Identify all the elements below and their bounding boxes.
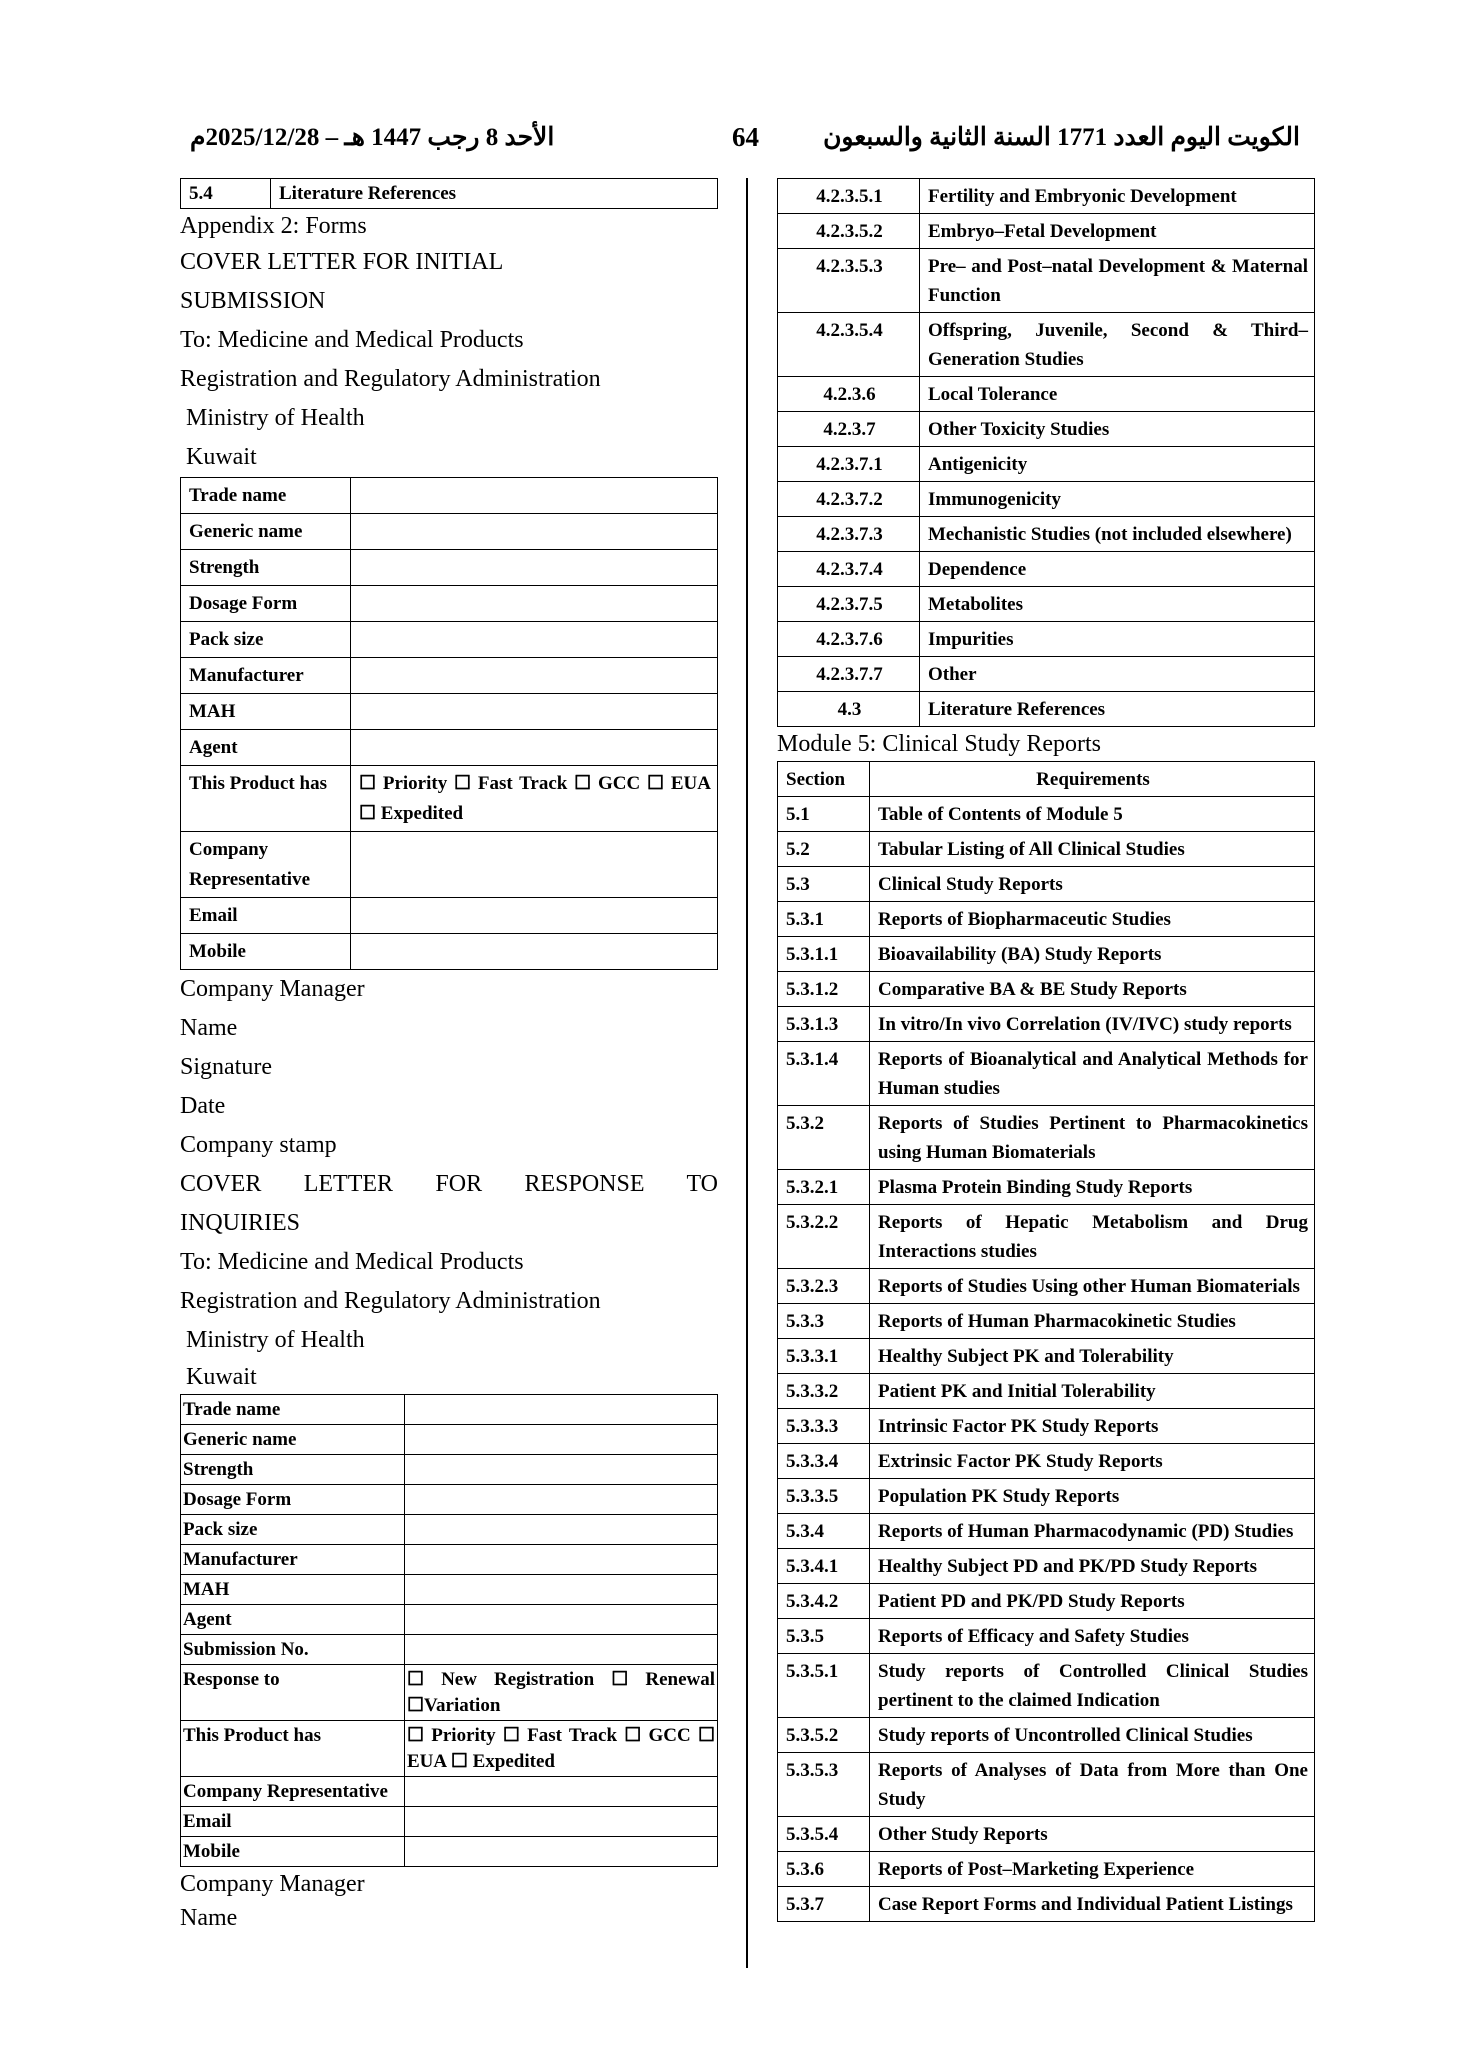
table-row (778, 552, 1315, 587)
table-row (181, 1777, 718, 1807)
right-column (777, 178, 1315, 1922)
form-field-value (351, 658, 718, 694)
form-field-value (351, 478, 718, 514)
table-row (778, 1619, 1315, 1654)
letter1-date: Date (180, 1093, 226, 1119)
table-row (181, 1395, 718, 1425)
section-title: Immunogenicity (920, 482, 1315, 517)
form-field-label: Strength (181, 550, 351, 586)
column-divider (746, 178, 748, 1968)
form-field-label: Submission No. (181, 1635, 405, 1665)
literature-row-table (180, 178, 718, 209)
section-number: 5.3.5.3 (778, 1753, 870, 1817)
table-row (778, 972, 1315, 1007)
table-row (181, 622, 718, 658)
table-row (778, 1374, 1315, 1409)
section-title: Study reports of Uncontrolled Clinical Studies (870, 1718, 1315, 1753)
section-title: Patient PK and Initial Tolerability (870, 1374, 1315, 1409)
letter1-to-line1: To: Medicine and Medical Products (180, 327, 524, 353)
module4-table (777, 178, 1315, 727)
table-row (181, 550, 718, 586)
table-row (181, 586, 718, 622)
table-row (778, 1549, 1315, 1584)
section-title: Pre– and Post–natal Development & Maternal Function (920, 249, 1315, 313)
section-number: 5.3.3.1 (778, 1339, 870, 1374)
section-number: 4.2.3.7.4 (778, 552, 920, 587)
table-row (181, 478, 718, 514)
form-field-label: Mobile (181, 934, 351, 970)
section-number: 5.3.3.5 (778, 1479, 870, 1514)
form-field-label: This Product has (181, 766, 351, 832)
left-column (180, 178, 718, 1935)
table-row (181, 1665, 718, 1721)
section-title: Reports of Analyses of Data from More than One Study (870, 1753, 1315, 1817)
table-row (778, 692, 1315, 727)
section-number: 4.2.3.6 (778, 377, 920, 412)
section-number: 5.3.3 (778, 1304, 870, 1339)
section-title: Antigenicity (920, 447, 1315, 482)
form-field-value (405, 1395, 718, 1425)
form-field-label: Pack size (181, 1515, 405, 1545)
header-date: الأحد 8 رجب 1447 هـ – 2025/12/28م (190, 124, 555, 151)
table-row (778, 377, 1315, 412)
table-row (181, 934, 718, 970)
section-number: 4.3 (778, 692, 920, 727)
section-number: 5.3.4.1 (778, 1549, 870, 1584)
section-number: 4.2.3.7.6 (778, 622, 920, 657)
section-number: 5.3.2 (778, 1106, 870, 1170)
table-row (778, 412, 1315, 447)
appendix-title: Appendix 2: Forms (180, 213, 367, 239)
table-row (778, 1269, 1315, 1304)
letter1-signature: Signature (180, 1054, 272, 1080)
table-row (181, 1515, 718, 1545)
section-number: 4.2.3.5.4 (778, 313, 920, 377)
letter2-to-line1: To: Medicine and Medical Products (180, 1249, 524, 1275)
table-row (778, 1042, 1315, 1106)
form-field-label: Trade name (181, 478, 351, 514)
table-row (778, 179, 1315, 214)
form-field-label: Email (181, 1807, 405, 1837)
form-field-label: Generic name (181, 1425, 405, 1455)
form-field-label: Manufacturer (181, 658, 351, 694)
row-label: Literature References (271, 179, 718, 209)
table-row (778, 867, 1315, 902)
form-field-label: Dosage Form (181, 586, 351, 622)
form-field-value (351, 730, 718, 766)
letter2-title-line2: INQUIRIES (180, 1210, 300, 1236)
form-field-label: Pack size (181, 622, 351, 658)
table-row (778, 1170, 1315, 1205)
section-title: Extrinsic Factor PK Study Reports (870, 1444, 1315, 1479)
section-title: Reports of Bioanalytical and Analytical Methods for Human studies (870, 1042, 1315, 1106)
letter2-ministry: Ministry of Health (186, 1327, 365, 1353)
table-row (778, 482, 1315, 517)
table-row (181, 1807, 718, 1837)
section-title: Reports of Studies Using other Human Biomaterials (870, 1269, 1315, 1304)
section-title: Impurities (920, 622, 1315, 657)
form-field-label: MAH (181, 694, 351, 730)
section-title: Fertility and Embryonic Development (920, 179, 1315, 214)
section-header: Section (778, 762, 870, 797)
table-row (778, 1339, 1315, 1374)
section-number: 4.2.3.5.3 (778, 249, 920, 313)
form-field-value (405, 1777, 718, 1807)
section-title: Dependence (920, 552, 1315, 587)
section-title: Population PK Study Reports (870, 1479, 1315, 1514)
section-number: 5.3.3.4 (778, 1444, 870, 1479)
form-field-label: This Product has (181, 1721, 405, 1777)
section-number: 4.2.3.7 (778, 412, 920, 447)
section-title: Bioavailability (BA) Study Reports (870, 937, 1315, 972)
form-field-label: Dosage Form (181, 1485, 405, 1515)
table-row (181, 730, 718, 766)
section-number: 5.1 (778, 797, 870, 832)
form-field-value (405, 1635, 718, 1665)
table-row (181, 658, 718, 694)
response-inquiries-form-table (180, 1394, 718, 1867)
form-field-label: Agent (181, 1605, 405, 1635)
form-field-label: Generic name (181, 514, 351, 550)
table-row (181, 1545, 718, 1575)
form-field-label: Trade name (181, 1395, 405, 1425)
form-field-value (405, 1837, 718, 1867)
section-number: 4.2.3.7.2 (778, 482, 920, 517)
letter2-country: Kuwait (186, 1364, 257, 1390)
form-field-label: Agent (181, 730, 351, 766)
section-number: 5.3.1.4 (778, 1042, 870, 1106)
form-field-value (405, 1455, 718, 1485)
letter2-to-line2: Registration and Regulatory Administration (180, 1288, 601, 1314)
section-number: 5.3 (778, 867, 870, 902)
table-row (778, 1514, 1315, 1549)
form-field-value (405, 1807, 718, 1837)
section-number: 5.3.5 (778, 1619, 870, 1654)
table-row (778, 657, 1315, 692)
section-number: 5.3.1 (778, 902, 870, 937)
table-row (778, 937, 1315, 972)
section-number: 5.3.1.2 (778, 972, 870, 1007)
table-row (181, 1455, 718, 1485)
page-number: 64 (732, 122, 759, 152)
form-field-value (405, 1485, 718, 1515)
form-field-value (351, 550, 718, 586)
section-number: 5.3.2.3 (778, 1269, 870, 1304)
table-row (778, 1654, 1315, 1718)
table-row (181, 1605, 718, 1635)
page-header (180, 122, 1300, 162)
table-row (778, 313, 1315, 377)
table-row (778, 1852, 1315, 1887)
section-number: 4.2.3.5.1 (778, 179, 920, 214)
table-row (181, 898, 718, 934)
form-field-value: ☐ Priority ☐ Fast Track ☐ GCC ☐ EUA ☐ Expedited (351, 766, 718, 832)
section-title: Reports of Efficacy and Safety Studies (870, 1619, 1315, 1654)
section-number: 5.3.5.4 (778, 1817, 870, 1852)
section-number: 5.3.2.2 (778, 1205, 870, 1269)
section-number: 4.2.3.5.2 (778, 214, 920, 249)
table-row (778, 1479, 1315, 1514)
section-number: 4.2.3.7.3 (778, 517, 920, 552)
section-number: 5.3.3.2 (778, 1374, 870, 1409)
table-row (778, 447, 1315, 482)
letter1-country: Kuwait (186, 444, 257, 470)
section-title: Tabular Listing of All Clinical Studies (870, 832, 1315, 867)
section-number: 5.3.4.2 (778, 1584, 870, 1619)
section-title: Clinical Study Reports (870, 867, 1315, 902)
table-row (181, 1485, 718, 1515)
table-row (778, 214, 1315, 249)
section-number: 5.3.6 (778, 1852, 870, 1887)
section-number: 5.3.5.2 (778, 1718, 870, 1753)
letter2-title-line1: COVER LETTER FOR RESPONSE TO (180, 1171, 718, 1197)
table-row (181, 1635, 718, 1665)
letter1-company-stamp: Company stamp (180, 1132, 337, 1158)
letter1-ministry: Ministry of Health (186, 405, 365, 431)
section-number: 4.2.3.7.1 (778, 447, 920, 482)
table-row (778, 1584, 1315, 1619)
section-number: 4.2.3.7.7 (778, 657, 920, 692)
requirements-header: Requirements (870, 762, 1315, 797)
section-number: 5.3.4 (778, 1514, 870, 1549)
section-title: Other Study Reports (870, 1817, 1315, 1852)
table-row (778, 622, 1315, 657)
section-number: 5.2 (778, 832, 870, 867)
table-row (778, 1718, 1315, 1753)
table-row (181, 179, 718, 209)
section-title: Healthy Subject PK and Tolerability (870, 1339, 1315, 1374)
letter1-to-line2: Registration and Regulatory Administration (180, 366, 601, 392)
letter2-company-manager: Company Manager (180, 1871, 365, 1897)
row-number: 5.4 (181, 179, 271, 209)
form-field-label: MAH (181, 1575, 405, 1605)
section-title: Offspring, Juvenile, Second & Third–Generation Studies (920, 313, 1315, 377)
section-title: Plasma Protein Binding Study Reports (870, 1170, 1315, 1205)
table-row (778, 832, 1315, 867)
table-row (778, 1106, 1315, 1170)
section-title: Reports of Human Pharmacodynamic (PD) Studies (870, 1514, 1315, 1549)
table-header-row (778, 762, 1315, 797)
table-row (181, 766, 718, 832)
table-row (778, 1409, 1315, 1444)
table-row (181, 1575, 718, 1605)
table-row (778, 249, 1315, 313)
letter2-name: Name (180, 1905, 238, 1931)
table-row (181, 694, 718, 730)
module5-table (777, 761, 1315, 1922)
table-row (778, 587, 1315, 622)
form-field-value (351, 694, 718, 730)
form-field-label: Company Representative (181, 832, 351, 898)
section-number: 4.2.3.7.5 (778, 587, 920, 622)
section-title: Mechanistic Studies (not included elsewhere) (920, 517, 1315, 552)
form-field-label: Manufacturer (181, 1545, 405, 1575)
form-field-value (405, 1605, 718, 1635)
table-row (778, 797, 1315, 832)
table-row (778, 1753, 1315, 1817)
table-row (778, 1007, 1315, 1042)
table-row (778, 517, 1315, 552)
section-title: Other (920, 657, 1315, 692)
form-field-value (405, 1545, 718, 1575)
section-title: Other Toxicity Studies (920, 412, 1315, 447)
form-field-value (351, 622, 718, 658)
letter1-company-manager: Company Manager (180, 976, 365, 1002)
table-row (181, 832, 718, 898)
table-row (778, 1205, 1315, 1269)
section-number: 5.3.1.3 (778, 1007, 870, 1042)
form-field-value: ☐ New Registration ☐ Renewal ☐Variation (405, 1665, 718, 1721)
module5-title: Module 5: Clinical Study Reports (777, 731, 1101, 757)
initial-submission-form-table (180, 477, 718, 970)
header-gazette-info: الكويت اليوم العدد 1771 السنة الثانية والسبعون (823, 124, 1300, 151)
form-field-value (351, 898, 718, 934)
form-field-value (351, 586, 718, 622)
section-title: Reports of Biopharmaceutic Studies (870, 902, 1315, 937)
table-row (181, 514, 718, 550)
section-number: 5.3.7 (778, 1887, 870, 1922)
table-row (778, 1817, 1315, 1852)
table-row (778, 902, 1315, 937)
section-title: Case Report Forms and Individual Patient Listings (870, 1887, 1315, 1922)
table-row (778, 1444, 1315, 1479)
section-number: 5.3.1.1 (778, 937, 870, 972)
section-title: Reports of Hepatic Metabolism and Drug Interactions studies (870, 1205, 1315, 1269)
form-field-value: ☐ Priority ☐ Fast Track ☐ GCC ☐ EUA ☐ Expedited (405, 1721, 718, 1777)
section-title: Patient PD and PK/PD Study Reports (870, 1584, 1315, 1619)
section-title: Local Tolerance (920, 377, 1315, 412)
form-field-label: Response to (181, 1665, 405, 1721)
table-row (181, 1721, 718, 1777)
section-title: Reports of Post–Marketing Experience (870, 1852, 1315, 1887)
section-number: 5.3.2.1 (778, 1170, 870, 1205)
form-field-label: Mobile (181, 1837, 405, 1867)
section-title: Metabolites (920, 587, 1315, 622)
table-row (778, 1304, 1315, 1339)
section-title: Intrinsic Factor PK Study Reports (870, 1409, 1315, 1444)
table-row (181, 1425, 718, 1455)
form-field-value (405, 1575, 718, 1605)
section-number: 5.3.3.3 (778, 1409, 870, 1444)
form-field-value (351, 934, 718, 970)
form-field-label: Strength (181, 1455, 405, 1485)
section-title: Table of Contents of Module 5 (870, 797, 1315, 832)
letter1-title-line2: SUBMISSION (180, 288, 326, 314)
table-row (778, 1887, 1315, 1922)
form-field-label: Email (181, 898, 351, 934)
table-row (181, 1837, 718, 1867)
section-title: Embryo–Fetal Development (920, 214, 1315, 249)
form-field-value (405, 1515, 718, 1545)
section-number: 5.3.5.1 (778, 1654, 870, 1718)
form-field-value (351, 832, 718, 898)
section-title: Reports of Studies Pertinent to Pharmacokinetics using Human Biomaterials (870, 1106, 1315, 1170)
section-title: Reports of Human Pharmacokinetic Studies (870, 1304, 1315, 1339)
letter1-title-line1: COVER LETTER FOR INITIAL (180, 249, 504, 275)
section-title: Study reports of Controlled Clinical Studies pertinent to the claimed Indication (870, 1654, 1315, 1718)
form-field-value (351, 514, 718, 550)
letter1-name: Name (180, 1015, 238, 1041)
form-field-label: Company Representative (181, 1777, 405, 1807)
section-title: Healthy Subject PD and PK/PD Study Reports (870, 1549, 1315, 1584)
section-title: Comparative BA & BE Study Reports (870, 972, 1315, 1007)
section-title: In vitro/In vivo Correlation (IV/IVC) study reports (870, 1007, 1315, 1042)
section-title: Literature References (920, 692, 1315, 727)
form-field-value (405, 1425, 718, 1455)
